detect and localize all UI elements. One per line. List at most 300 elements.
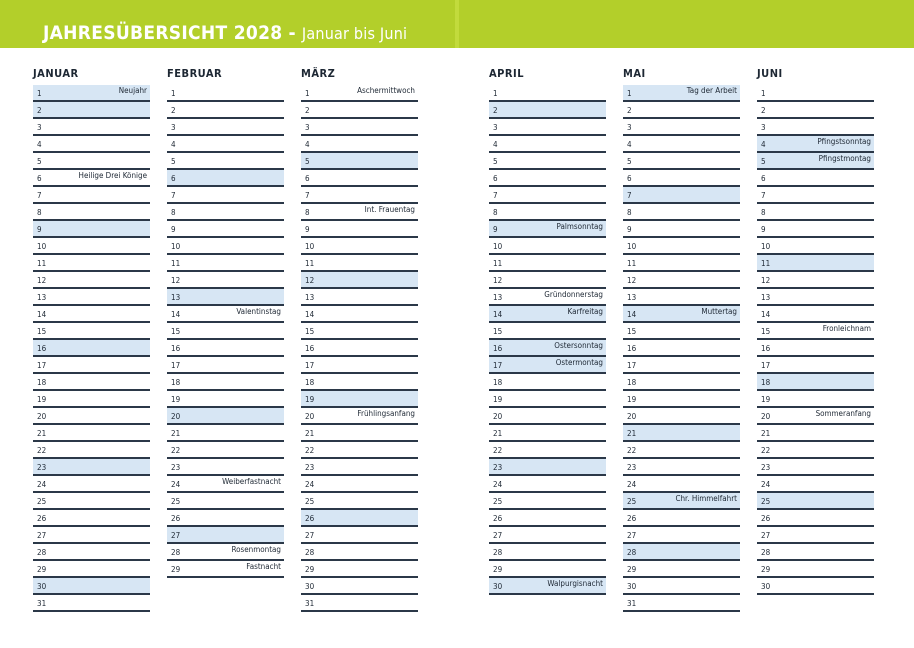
day-row <box>167 442 284 459</box>
holiday-label: Neujahr <box>118 86 147 95</box>
holiday-label: Karfreitag <box>567 307 603 316</box>
holiday-label: Fastnacht <box>246 562 281 571</box>
day-number: 5 <box>171 157 176 166</box>
day-number: 27 <box>627 531 637 540</box>
day-number: 8 <box>171 208 176 217</box>
day-number: 4 <box>493 140 498 149</box>
day-number: 11 <box>493 259 503 268</box>
day-row <box>489 510 606 527</box>
day-number: 12 <box>305 276 315 285</box>
day-number: 15 <box>171 327 181 336</box>
day-row <box>33 442 150 459</box>
day-row <box>623 493 740 510</box>
day-row <box>167 204 284 221</box>
day-number: 20 <box>171 412 181 421</box>
day-number: 1 <box>305 89 310 98</box>
day-number: 18 <box>305 378 315 387</box>
page-gutter <box>455 0 459 48</box>
day-number: 1 <box>761 89 766 98</box>
day-number: 26 <box>305 514 315 523</box>
day-row <box>33 493 150 510</box>
day-row <box>167 102 284 119</box>
day-row <box>33 561 150 578</box>
day-row <box>167 136 284 153</box>
day-row <box>33 153 150 170</box>
day-row <box>167 221 284 238</box>
day-number: 10 <box>761 242 771 251</box>
holiday-label: Muttertag <box>701 307 737 316</box>
day-row <box>33 527 150 544</box>
month-name: JUNI <box>757 67 783 80</box>
holiday-label: Ostermontag <box>555 358 603 367</box>
day-row <box>33 170 150 187</box>
day-row <box>757 408 874 425</box>
day-row <box>489 170 606 187</box>
day-number: 6 <box>171 174 176 183</box>
day-row <box>167 357 284 374</box>
day-number: 24 <box>171 480 181 489</box>
holiday-label: Pfingstsonntag <box>817 137 871 146</box>
day-row <box>167 119 284 136</box>
day-row <box>623 561 740 578</box>
day-number: 25 <box>37 497 47 506</box>
day-number: 8 <box>493 208 498 217</box>
day-row <box>301 170 418 187</box>
day-row <box>167 187 284 204</box>
day-number: 11 <box>305 259 315 268</box>
month-column-juni <box>757 66 874 595</box>
day-row <box>489 408 606 425</box>
day-row <box>33 119 150 136</box>
month-name: APRIL <box>489 67 525 80</box>
day-number: 14 <box>171 310 181 319</box>
day-number: 16 <box>493 344 503 353</box>
holiday-label: Frühlingsanfang <box>357 409 415 418</box>
day-row <box>489 204 606 221</box>
day-number: 2 <box>37 106 42 115</box>
day-number: 18 <box>627 378 637 387</box>
day-row <box>167 527 284 544</box>
day-number: 22 <box>37 446 47 455</box>
day-number: 10 <box>305 242 315 251</box>
day-number: 20 <box>627 412 637 421</box>
day-number: 18 <box>171 378 181 387</box>
day-row <box>623 459 740 476</box>
day-row <box>489 425 606 442</box>
day-row <box>301 510 418 527</box>
day-number: 17 <box>305 361 315 370</box>
day-row <box>489 238 606 255</box>
day-number: 31 <box>37 599 47 608</box>
day-row <box>623 476 740 493</box>
day-number: 30 <box>305 582 315 591</box>
day-row <box>33 544 150 561</box>
day-number: 8 <box>37 208 42 217</box>
day-row <box>623 153 740 170</box>
day-number: 7 <box>627 191 632 200</box>
day-row <box>33 595 150 612</box>
day-row <box>301 272 418 289</box>
day-row <box>757 85 874 102</box>
day-number: 17 <box>171 361 181 370</box>
day-row <box>623 306 740 323</box>
day-number: 2 <box>627 106 632 115</box>
day-row <box>489 459 606 476</box>
day-number: 15 <box>627 327 637 336</box>
day-row <box>757 561 874 578</box>
day-row <box>167 153 284 170</box>
day-row <box>623 221 740 238</box>
day-row <box>489 136 606 153</box>
day-row <box>301 425 418 442</box>
day-number: 3 <box>627 123 632 132</box>
day-row <box>301 102 418 119</box>
day-number: 21 <box>37 429 47 438</box>
day-number: 11 <box>37 259 47 268</box>
day-row <box>167 255 284 272</box>
day-number: 27 <box>761 531 771 540</box>
day-number: 3 <box>171 123 176 132</box>
day-number: 21 <box>305 429 315 438</box>
day-number: 18 <box>493 378 503 387</box>
month-column-januar <box>33 66 150 612</box>
day-row <box>757 527 874 544</box>
day-number: 3 <box>37 123 42 132</box>
day-row <box>33 255 150 272</box>
holiday-label: Tag der Arbeit <box>686 86 737 95</box>
day-number: 10 <box>493 242 503 251</box>
day-row <box>33 85 150 102</box>
day-number: 4 <box>761 140 766 149</box>
day-row <box>489 85 606 102</box>
day-number: 23 <box>493 463 503 472</box>
day-number: 4 <box>305 140 310 149</box>
day-number: 20 <box>493 412 503 421</box>
day-number: 7 <box>493 191 498 200</box>
day-number: 13 <box>37 293 47 302</box>
day-row <box>33 272 150 289</box>
day-number: 29 <box>171 565 181 574</box>
day-row <box>301 85 418 102</box>
day-number: 16 <box>761 344 771 353</box>
day-row <box>623 204 740 221</box>
day-row <box>757 391 874 408</box>
day-row <box>489 578 606 595</box>
day-row <box>167 391 284 408</box>
day-row <box>623 425 740 442</box>
day-number: 5 <box>761 157 766 166</box>
day-number: 28 <box>37 548 47 557</box>
day-row <box>489 255 606 272</box>
day-number: 9 <box>171 225 176 234</box>
day-row <box>489 187 606 204</box>
day-row <box>489 340 606 357</box>
day-number: 21 <box>171 429 181 438</box>
day-number: 14 <box>37 310 47 319</box>
day-row <box>33 238 150 255</box>
day-row <box>757 459 874 476</box>
day-row <box>623 340 740 357</box>
day-row <box>623 272 740 289</box>
day-row <box>301 442 418 459</box>
day-row <box>33 102 150 119</box>
day-number: 13 <box>305 293 315 302</box>
day-number: 9 <box>305 225 310 234</box>
day-number: 5 <box>37 157 42 166</box>
month-column-april <box>489 66 606 595</box>
day-row <box>489 306 606 323</box>
day-number: 28 <box>761 548 771 557</box>
day-number: 20 <box>37 412 47 421</box>
day-row <box>757 289 874 306</box>
day-number: 6 <box>37 174 42 183</box>
day-row <box>623 170 740 187</box>
day-row <box>301 561 418 578</box>
day-row <box>489 272 606 289</box>
day-number: 30 <box>761 582 771 591</box>
day-number: 27 <box>493 531 503 540</box>
day-number: 12 <box>761 276 771 285</box>
day-number: 8 <box>761 208 766 217</box>
day-number: 26 <box>627 514 637 523</box>
day-row <box>757 119 874 136</box>
day-number: 11 <box>761 259 771 268</box>
day-row <box>167 289 284 306</box>
day-number: 29 <box>627 565 637 574</box>
day-number: 8 <box>627 208 632 217</box>
holiday-label: Rosenmontag <box>231 545 281 554</box>
day-row <box>489 153 606 170</box>
day-number: 29 <box>761 565 771 574</box>
day-row <box>301 357 418 374</box>
day-number: 19 <box>627 395 637 404</box>
day-row <box>757 510 874 527</box>
day-row <box>623 102 740 119</box>
day-row <box>301 153 418 170</box>
day-row <box>167 476 284 493</box>
day-row <box>623 510 740 527</box>
day-row <box>757 323 874 340</box>
day-number: 4 <box>627 140 632 149</box>
day-number: 20 <box>761 412 771 421</box>
day-number: 16 <box>37 344 47 353</box>
day-number: 23 <box>305 463 315 472</box>
day-number: 15 <box>37 327 47 336</box>
day-number: 9 <box>761 225 766 234</box>
month-name: FEBRUAR <box>167 67 223 80</box>
day-row <box>167 238 284 255</box>
day-number: 16 <box>627 344 637 353</box>
day-number: 25 <box>305 497 315 506</box>
day-row <box>33 340 150 357</box>
day-row <box>489 102 606 119</box>
month-name: MÄRZ <box>301 67 336 80</box>
day-number: 30 <box>493 582 503 591</box>
day-row <box>301 204 418 221</box>
day-number: 19 <box>493 395 503 404</box>
day-row <box>757 306 874 323</box>
day-row <box>757 221 874 238</box>
day-number: 27 <box>37 531 47 540</box>
day-row <box>757 425 874 442</box>
day-row <box>301 459 418 476</box>
day-number: 9 <box>627 225 632 234</box>
day-number: 6 <box>627 174 632 183</box>
day-row <box>33 476 150 493</box>
day-number: 22 <box>493 446 503 455</box>
day-row <box>167 306 284 323</box>
holiday-label: Pfingstmontag <box>818 154 871 163</box>
day-row <box>301 255 418 272</box>
day-number: 31 <box>305 599 315 608</box>
day-number: 18 <box>761 378 771 387</box>
day-row <box>301 187 418 204</box>
day-row <box>33 136 150 153</box>
day-number: 29 <box>37 565 47 574</box>
day-number: 12 <box>493 276 503 285</box>
day-number: 30 <box>627 582 637 591</box>
day-number: 11 <box>171 259 181 268</box>
day-row <box>489 391 606 408</box>
day-number: 23 <box>37 463 47 472</box>
holiday-label: Valentinstag <box>236 307 281 316</box>
day-row <box>301 289 418 306</box>
day-number: 26 <box>37 514 47 523</box>
day-row <box>757 153 874 170</box>
day-row <box>489 119 606 136</box>
day-number: 22 <box>761 446 771 455</box>
day-row <box>33 408 150 425</box>
holiday-label: Sommeranfang <box>815 409 871 418</box>
day-number: 30 <box>37 582 47 591</box>
holiday-label: Ostersonntag <box>554 341 603 350</box>
day-row <box>167 374 284 391</box>
holiday-label: Fronleichnam <box>822 324 871 333</box>
day-number: 28 <box>627 548 637 557</box>
month-column-februar <box>167 66 284 578</box>
day-row <box>623 442 740 459</box>
day-row <box>757 493 874 510</box>
day-number: 13 <box>171 293 181 302</box>
page-title <box>43 22 407 44</box>
day-number: 12 <box>37 276 47 285</box>
day-row <box>167 544 284 561</box>
day-row <box>167 510 284 527</box>
day-number: 27 <box>305 531 315 540</box>
day-row <box>623 323 740 340</box>
day-row <box>33 391 150 408</box>
day-number: 21 <box>493 429 503 438</box>
day-row <box>757 136 874 153</box>
day-row <box>623 238 740 255</box>
day-number: 19 <box>305 395 315 404</box>
holiday-label: Gründonnerstag <box>544 290 603 299</box>
day-row <box>623 578 740 595</box>
day-number: 8 <box>305 208 310 217</box>
day-row <box>33 306 150 323</box>
day-row <box>301 544 418 561</box>
day-number: 23 <box>761 463 771 472</box>
day-row <box>167 272 284 289</box>
day-row <box>33 323 150 340</box>
day-number: 15 <box>761 327 771 336</box>
day-number: 21 <box>627 429 637 438</box>
day-row <box>623 595 740 612</box>
day-number: 2 <box>493 106 498 115</box>
holiday-label: Palmsonntag <box>556 222 603 231</box>
day-row <box>757 442 874 459</box>
day-number: 16 <box>171 344 181 353</box>
day-row <box>623 136 740 153</box>
day-row <box>33 187 150 204</box>
day-number: 23 <box>171 463 181 472</box>
day-row <box>301 527 418 544</box>
day-row <box>301 493 418 510</box>
day-number: 25 <box>627 497 637 506</box>
day-number: 4 <box>37 140 42 149</box>
day-row <box>167 323 284 340</box>
day-row <box>489 374 606 391</box>
day-number: 1 <box>627 89 632 98</box>
day-number: 24 <box>37 480 47 489</box>
day-number: 20 <box>305 412 315 421</box>
holiday-label: Walpurgisnacht <box>547 579 603 588</box>
day-number: 7 <box>171 191 176 200</box>
day-number: 29 <box>493 565 503 574</box>
day-row <box>167 493 284 510</box>
day-number: 25 <box>171 497 181 506</box>
day-row <box>301 391 418 408</box>
holiday-label: Chr. Himmelfahrt <box>675 494 737 503</box>
holiday-label: Int. Frauentag <box>364 205 415 214</box>
day-row <box>301 136 418 153</box>
day-number: 5 <box>305 157 310 166</box>
day-number: 6 <box>305 174 310 183</box>
day-number: 7 <box>761 191 766 200</box>
day-number: 22 <box>627 446 637 455</box>
day-number: 25 <box>761 497 771 506</box>
day-number: 19 <box>171 395 181 404</box>
day-number: 14 <box>305 310 315 319</box>
day-number: 14 <box>627 310 637 319</box>
month-column-mai <box>623 66 740 612</box>
day-number: 24 <box>493 480 503 489</box>
day-number: 2 <box>305 106 310 115</box>
title-separator: - <box>288 22 296 44</box>
day-row <box>623 85 740 102</box>
day-row <box>33 578 150 595</box>
day-row <box>167 340 284 357</box>
day-number: 3 <box>493 123 498 132</box>
day-row <box>623 357 740 374</box>
day-row <box>757 476 874 493</box>
day-row <box>301 340 418 357</box>
day-number: 26 <box>493 514 503 523</box>
day-number: 22 <box>171 446 181 455</box>
day-row <box>623 527 740 544</box>
day-row <box>33 357 150 374</box>
day-number: 13 <box>761 293 771 302</box>
month-column-märz <box>301 66 418 612</box>
day-row <box>623 255 740 272</box>
day-number: 31 <box>627 599 637 608</box>
day-row <box>301 306 418 323</box>
day-row <box>489 493 606 510</box>
day-number: 10 <box>37 242 47 251</box>
day-row <box>623 119 740 136</box>
day-row <box>623 544 740 561</box>
day-row <box>757 102 874 119</box>
